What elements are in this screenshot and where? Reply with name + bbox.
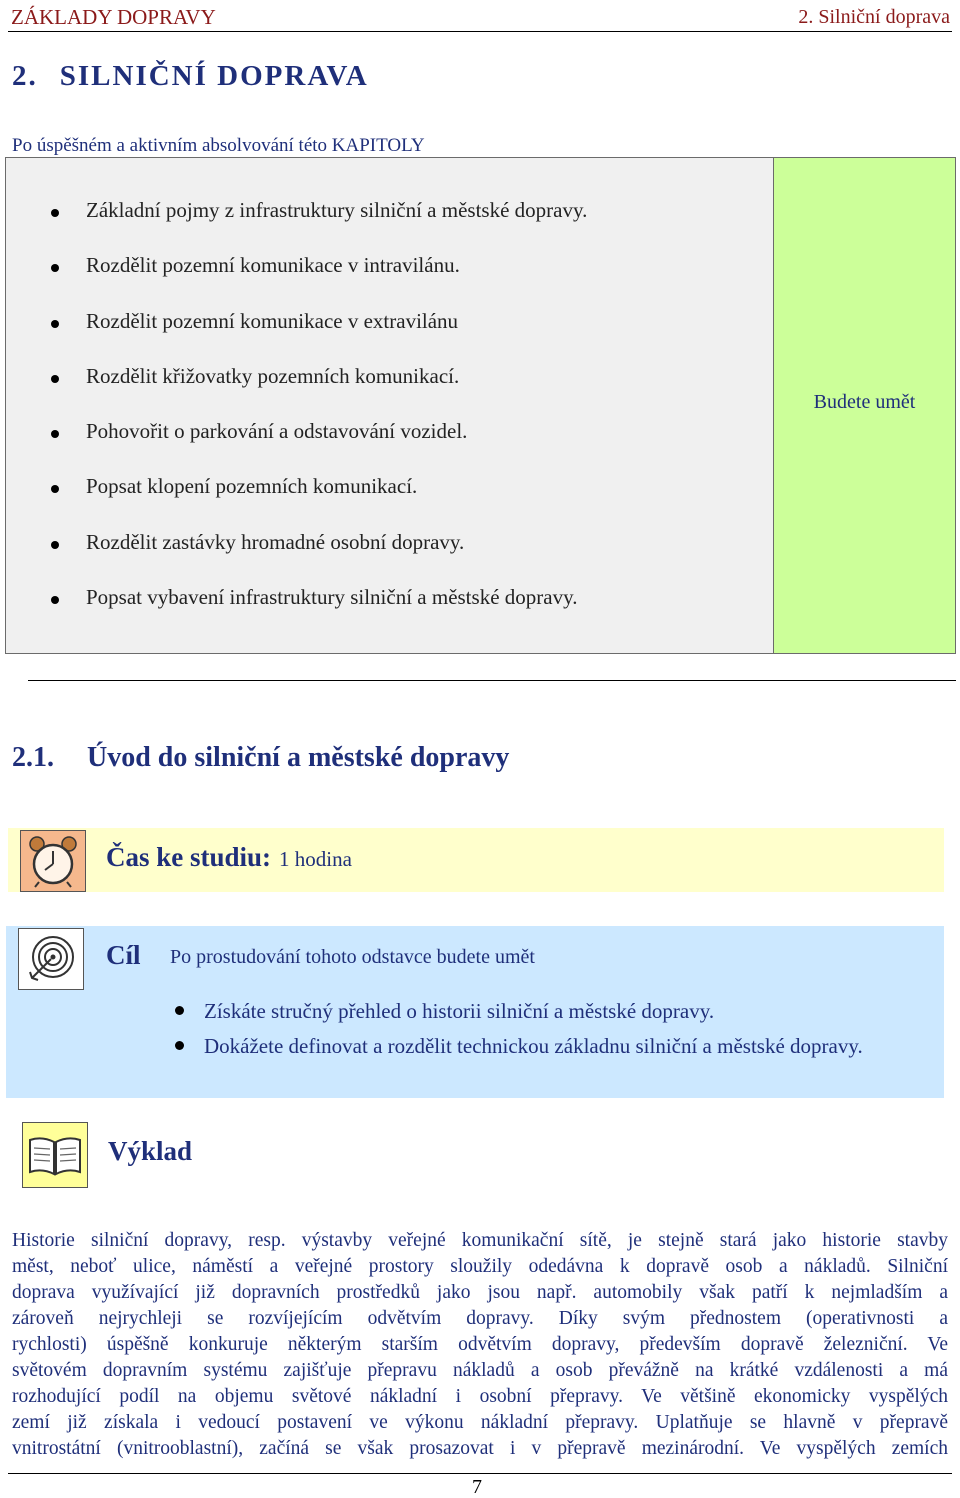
goal-label: Cíl [106,940,141,970]
goal-item: Pohovořit o parkování a odstavování vozidel. [6,419,773,474]
open-book-icon [22,1122,88,1188]
chapter-title-text: SILNIČNÍ DOPRAVA [59,60,369,92]
goal-item: Základní pojmy z infrastruktury silniční a městské dopravy. [6,198,773,253]
study-time-value: 1 hodina [279,847,352,871]
study-time-label: Čas ke studiu: [106,842,272,872]
learning-goals-list [6,158,774,653]
header-book-title: ZÁKLADY DOPRAVY [11,5,216,29]
goal-item: Rozdělit křižovatky pozemních komunikací. [6,364,773,419]
study-time-band [8,828,944,892]
target-icon [18,928,84,990]
explanation-heading: Výklad [108,1136,193,1166]
header-chapter-title: 2. Silniční doprava [798,6,950,28]
body-line: světovém dopravním systému zajišťuje přepravu nákladů a osob převážně na krátké vzdálenosti a má [12,1360,948,1381]
goal-item: Popsat klopení pozemních komunikací. [6,474,773,529]
goal-bullet: Dokážete definovat a rozdělit technickou základnu silniční a městské dopravy. [144,1031,934,1061]
goal-item: Rozdělit zastávky hromadné osobní dopravy. [6,530,773,585]
body-line: rozhodující podíl na objemu světové nákladní i osobní přepravy. Ve většině ekonomicky vyspělých [12,1386,948,1407]
body-line: zemí již získala i vedoucí postavení ve výkonu nákladní přepravy. Uplatňuje se hlavně v přepravě [12,1412,948,1433]
goals-tag-cell [774,158,955,653]
section-divider [28,680,956,681]
body-line: doprava využívající již dopravních prostředků jako jsou např. automobily však patří k nejmladším a [12,1282,948,1303]
body-line: rychlosti) úspěšně konkuruje některým starším odvětvím dopravy, především dopravě železniční. Ve [12,1334,948,1355]
chapter-title [12,60,369,93]
section-heading [12,742,509,774]
body-line: vnitrostátní (vnitrooblastní), začíná se však prosazovat i v přepravě mezinárodní. Ve vyspělých zemích [12,1438,948,1459]
body-line: měst, neboť ulice, náměstí a veřejné prostory sloužily odedávna k dopravě osob a nákladů. Silniční [12,1256,948,1277]
alarm-clock-icon [20,830,86,892]
goal-bullet: Získáte stručný přehled o historii silniční a městské dopravy. [144,996,934,1026]
running-header [8,2,952,32]
goals-tag-label: Budete umět [813,391,916,413]
body-line: Historie silniční dopravy, resp. výstavby veřejné komunikační sítě, je stejně stará jako historie stavby [12,1230,948,1251]
learning-goals-box [5,157,956,654]
page-number: 7 [472,1476,482,1498]
footer-rule [8,1473,952,1474]
chapter-number: 2. [12,60,38,92]
intro-line-1: Po úspěšném a aktivním absolvování této KAPITOLY [12,135,425,156]
goal-item: Rozdělit pozemní komunikace v intravilánu. [6,253,773,308]
goal-lead-text: Po prostudování tohoto odstavce budete umět [170,946,535,968]
goal-items [144,996,934,1061]
section-number: 2.1. [12,742,54,773]
section-goal-band [6,926,944,1098]
section-title-text: Úvod do silniční a městské dopravy [87,742,510,773]
body-line: zároveň nejrychleji se rozvíjejícím odvětvím dopravy. Díky svým přednostem (operativnosti a [12,1308,948,1329]
study-time [106,842,352,873]
body-paragraph [12,1228,948,1462]
goal-item: Popsat vybavení infrastruktury silniční a městské dopravy. [6,585,773,640]
goal-item: Rozdělit pozemní komunikace v extravilánu [6,309,773,364]
